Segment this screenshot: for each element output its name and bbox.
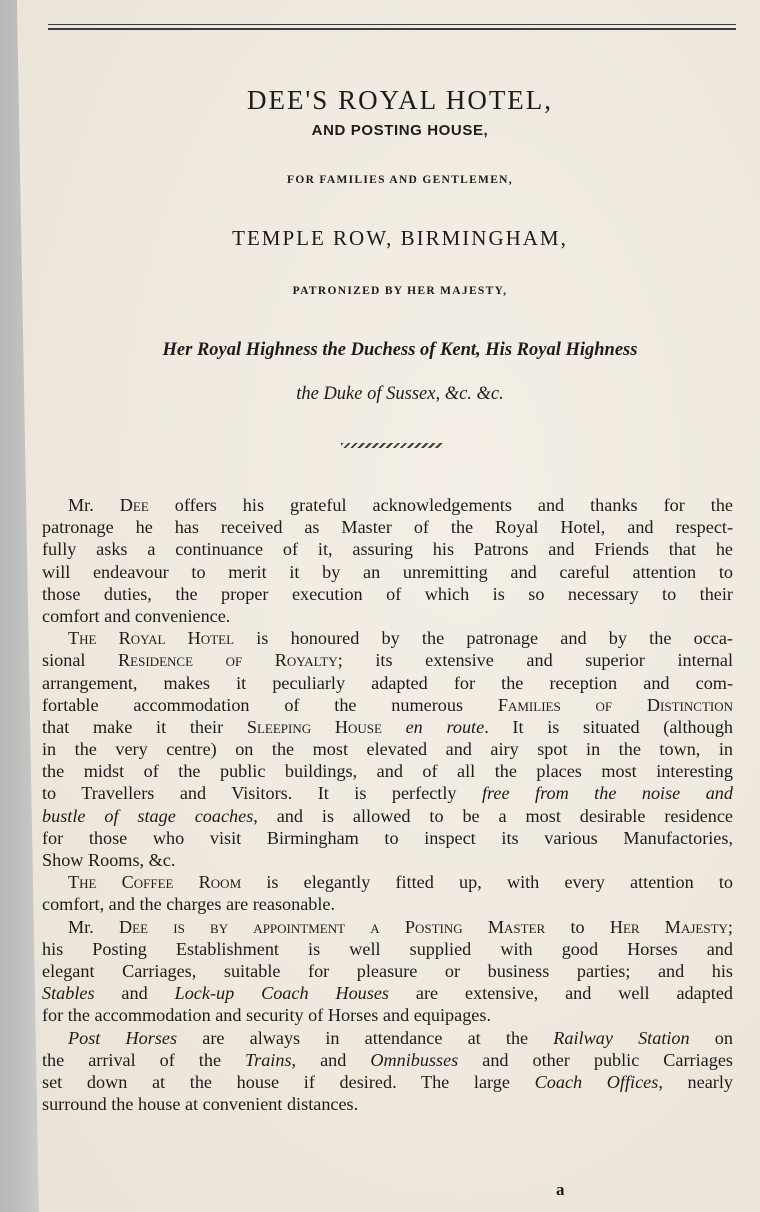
italic-text: Lock-up Coach Houses bbox=[174, 983, 390, 1004]
text-line bbox=[42, 893, 733, 915]
text-line bbox=[42, 516, 733, 538]
text-run: on bbox=[689, 1027, 733, 1048]
italic-text: Stables bbox=[42, 983, 95, 1004]
text-run: and other public Carriages bbox=[458, 1049, 733, 1070]
text-line bbox=[42, 649, 733, 671]
text-run: are always in attendance at the bbox=[177, 1027, 554, 1048]
ornamental-divider bbox=[341, 443, 443, 448]
text-run: Mr. bbox=[68, 495, 120, 515]
text-line bbox=[42, 1049, 733, 1071]
paragraph bbox=[42, 1027, 733, 1116]
text-line bbox=[42, 960, 733, 982]
text-run: offers his grateful acknowledgements and thanks for the bbox=[148, 495, 733, 515]
text-run: , nearly bbox=[658, 1071, 733, 1092]
text-run: are extensive, and well adapted bbox=[389, 983, 734, 1004]
text-line bbox=[42, 716, 733, 738]
small-caps-text: Families of Distinction bbox=[497, 694, 733, 715]
paragraph bbox=[42, 627, 733, 871]
text-run: ; bbox=[727, 916, 733, 937]
text-run: for those who visit Birmingham to inspect its various Manufactories, bbox=[42, 827, 733, 848]
text-run: to Travellers and Visitors. It is perfectly bbox=[42, 783, 482, 804]
text-line bbox=[42, 871, 733, 893]
paragraph bbox=[42, 871, 733, 915]
text-run: set down at the house if desired. The large bbox=[42, 1071, 535, 1092]
text-run: for the accommodation and security of Horses and equipages. bbox=[42, 1005, 491, 1026]
text-line bbox=[42, 827, 733, 849]
text-run: sional bbox=[42, 650, 119, 671]
text-line bbox=[42, 760, 733, 782]
italic-text: bustle of stage coaches bbox=[42, 805, 254, 826]
patrons-line-1: Her Royal Highness the Duchess of Kent, His Royal Highness bbox=[162, 340, 638, 360]
text-line bbox=[42, 805, 733, 827]
text-run: that make it their bbox=[42, 716, 247, 737]
small-caps-text: Residence of Royalty bbox=[118, 650, 338, 671]
text-line bbox=[42, 605, 733, 627]
text-line bbox=[42, 982, 733, 1004]
text-line bbox=[42, 561, 733, 583]
small-caps-text: Sleeping House bbox=[246, 716, 382, 737]
text-run: is elegantly fitted up, with every attention to bbox=[241, 872, 733, 893]
top-double-rule-upper bbox=[48, 24, 736, 25]
text-line bbox=[42, 694, 733, 716]
small-caps-text: Her Majesty bbox=[609, 916, 728, 937]
text-run: patronage he has received as Master of the Royal Hotel, and respect- bbox=[42, 517, 733, 538]
small-caps-text: The Coffee Room bbox=[68, 872, 242, 893]
text-run: will endeavour to merit it by an unremitting and careful attention to bbox=[42, 561, 733, 582]
advertisement-body bbox=[42, 494, 733, 1115]
text-line bbox=[42, 672, 733, 694]
small-caps-text: The Royal Hotel bbox=[68, 628, 235, 649]
text-run bbox=[382, 717, 406, 737]
text-run: fortable accommodation of the numerous bbox=[42, 694, 498, 715]
italic-text: Coach Offices bbox=[534, 1071, 659, 1092]
text-run: surround the house at convenient distances. bbox=[42, 1094, 359, 1115]
italic-text: en route bbox=[405, 716, 485, 737]
small-caps-text: Dee is by appointment a Posting Master bbox=[119, 916, 546, 937]
patrons-line-2: the Duke of Sussex, &c. &c. bbox=[296, 384, 504, 404]
text-run: his Posting Establishment is well supplied with good Horses and bbox=[42, 938, 733, 959]
text-line bbox=[42, 494, 733, 516]
text-run: fully asks a continuance of it, assuring his Patrons and Friends that he bbox=[42, 539, 733, 560]
italic-text: Post Horses bbox=[68, 1027, 178, 1048]
text-line bbox=[42, 938, 733, 960]
italic-text: free from the noise and bbox=[481, 783, 733, 804]
text-line bbox=[42, 583, 733, 605]
paragraph bbox=[42, 494, 733, 627]
text-line bbox=[42, 782, 733, 804]
text-run: , and bbox=[291, 1049, 371, 1070]
text-run: arrangement, makes it peculiarly adapted for the reception and com- bbox=[42, 672, 733, 693]
text-run: the arrival of the bbox=[42, 1049, 246, 1070]
text-run: Show Rooms, &c. bbox=[42, 850, 176, 870]
text-run: the midst of the public buildings, and of all the places most interesting bbox=[42, 761, 733, 782]
italic-text: Omnibusses bbox=[370, 1049, 459, 1070]
italic-text: Railway Station bbox=[553, 1027, 690, 1048]
text-run: those duties, the proper execution of which is so necessary to their bbox=[42, 583, 733, 604]
text-run: Mr. bbox=[68, 916, 119, 937]
address-line: TEMPLE ROW, BIRMINGHAM, bbox=[232, 226, 568, 250]
italic-text: Trains bbox=[245, 1049, 292, 1070]
text-line bbox=[42, 849, 733, 871]
text-line bbox=[42, 538, 733, 560]
page-signature-mark: a bbox=[556, 1180, 565, 1199]
text-run: is honoured by the patronage and by the occa- bbox=[234, 628, 733, 649]
text-line bbox=[42, 916, 733, 938]
audience-line: FOR FAMILIES AND GENTLEMEN, bbox=[287, 174, 513, 186]
text-line bbox=[42, 1004, 733, 1026]
text-line bbox=[42, 738, 733, 760]
hotel-subtitle: AND POSTING HOUSE, bbox=[311, 122, 489, 139]
text-run: comfort and convenience. bbox=[42, 605, 231, 626]
text-run: and bbox=[94, 983, 175, 1004]
text-line bbox=[42, 1027, 733, 1049]
text-run: to bbox=[545, 916, 610, 937]
paragraph bbox=[42, 916, 733, 1027]
text-run: elegant Carriages, suitable for pleasure or business parties; and his bbox=[42, 960, 733, 981]
small-caps-text: Dee bbox=[119, 495, 149, 515]
text-run: comfort, and the charges are reasonable. bbox=[42, 894, 336, 915]
top-double-rule-lower bbox=[48, 28, 736, 30]
patron-line: PATRONIZED BY HER MAJESTY, bbox=[292, 285, 508, 297]
text-run: in the very centre) on the most elevated and airy spot in the town, in bbox=[42, 739, 733, 760]
text-run: . It is situated (although bbox=[484, 716, 734, 737]
text-line bbox=[42, 1093, 733, 1115]
text-run: , and is allowed to be a most desirable residence bbox=[253, 805, 733, 826]
text-line bbox=[42, 1071, 733, 1093]
text-run: ; its extensive and superior internal bbox=[337, 650, 733, 671]
hotel-title: DEE'S ROYAL HOTEL, bbox=[246, 85, 554, 115]
text-line bbox=[42, 627, 733, 649]
